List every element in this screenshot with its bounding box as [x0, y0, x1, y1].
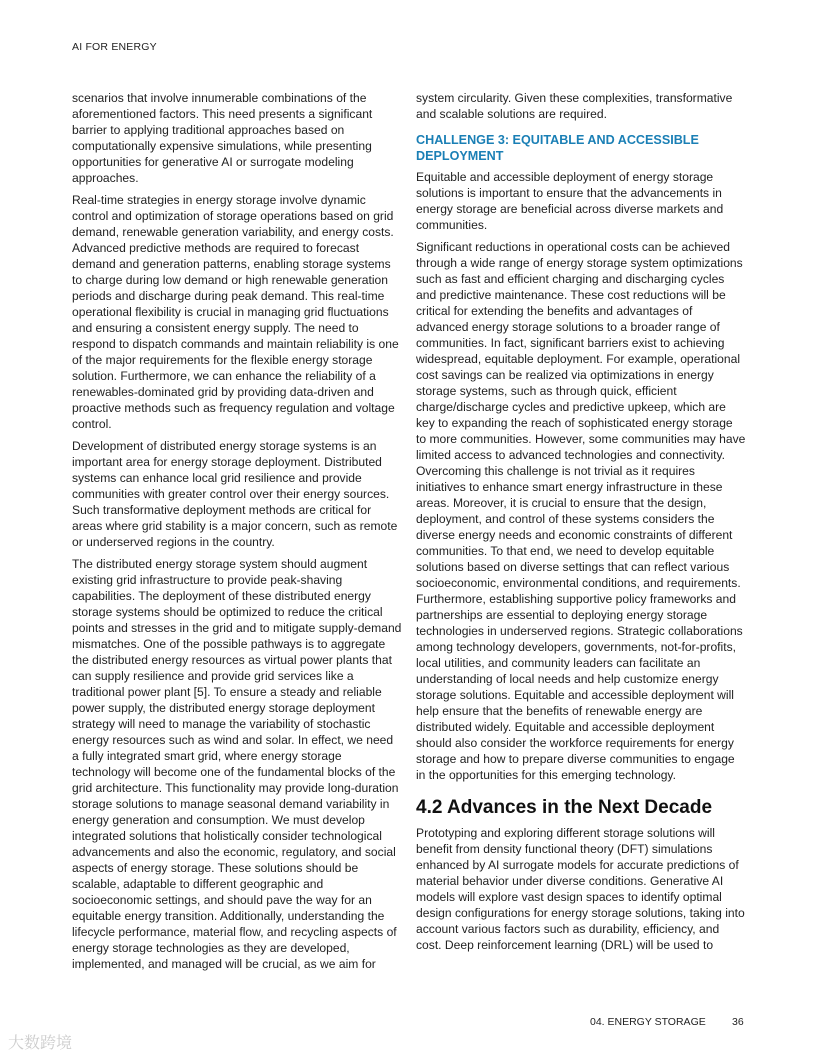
watermark-logo: 大数跨境	[8, 1035, 73, 1052]
paragraph: Equitable and accessible deployment of energy storage solutions is important to ensure that the advancements in energy storage are beneficial across diverse markets and communities.	[416, 170, 724, 232]
running-header: AI FOR ENERGY	[72, 41, 157, 53]
paragraph: The distributed energy storage system should augment existing grid infrastructure to provide peak-shaving capabilities. The deployment of these distributed energy storage systems should be optimized to reduce the critical points and stresses in the grid and to mitigate supply-demand mismatches. One of the possible pathways is to aggregate the distributed energy resources as virtual power plants that can supply resilience and provide grid services like a traditional power plant [5]. To ensure a steady and reliable power supply, the distributed energy storage deployment strategy will need to manage the variability of stochastic energy resources such as wind and solar. In effect, we need a fully integrated smart grid, where energy storage technology will become one of the fundamental blocks of the grid architecture. This functionality may provide long-duration storage solutions to manage seasonal demand variability in energy generation and consumption. We must develop integrated solutions that holistically consider technological advancements and also the economic, regulatory, and social aspects of energy storage. These solutions should be scalable, adaptable to different geographic and socioeconomic settings, and should pave the way for an equitable energy transition. Additionally, understanding the lifecycle performance, material flow, and recycling aspects of energy storage technologies as they are developed, implemented, and managed will be crucial, as we aim for	[72, 557, 402, 971]
paragraph: Real-time strategies in energy storage involve dynamic control and optimization of storage operations based on grid demand, renewable generation variability, and energy costs. Advanced predictive methods are required to forecast demand and generation patterns, enabling storage systems to charge during low demand or high renewable generation periods and discharge during peak demand. This real-time operational flexibility is crucial in managing grid fluctuations and ensuring a consistent energy supply. The need to respond to dispatch commands and maintain reliability is one of the major requirements for the flexible energy storage solution. Furthermore, we can enhance the reliability of a renewables-dominated grid by providing data-driven and proactive methods such as frequency regulation and voltage control.	[72, 193, 399, 431]
footer-section-label: 04. ENERGY STORAGE	[590, 1016, 706, 1028]
paragraph: Prototyping and exploring different storage solutions will benefit from density functional theory (DFT) simulations enhanced by AI surrogate models for accurate predictions of material behavior under diverse conditions. Generative AI models will explore vast design spaces to identify optimal design configurations for energy storage solutions, taking into account various factors such as durability, efficiency, and cost. Deep reinforcement learning (DRL) will be used to	[416, 826, 745, 952]
left-column	[72, 90, 402, 978]
paragraph: scenarios that involve innumerable combinations of the aforementioned factors. This need presents a significant barrier to applying traditional approaches based on computationally expensive simulations, while presenting opportunities for generative AI or surrogate modeling approaches.	[72, 91, 373, 185]
page-number: 36	[732, 1016, 744, 1028]
paragraph: Development of distributed energy storage systems is an important area for energy storage deployment. Distributed systems can enhance local grid resilience and provide communities with greater control over their energy sources. Such transformative deployment methods are critical for areas where grid stability is a major concern, such as remote or underserved regions in the country.	[72, 439, 398, 549]
right-column	[416, 90, 746, 959]
section-heading: 4.2 Advances in the Next Decade	[416, 797, 713, 818]
challenge-heading: CHALLENGE 3: EQUITABLE AND ACCESSIBLE DEPLOYMENT	[416, 133, 699, 163]
paragraph: Significant reductions in operational costs can be achieved through a wide range of energy storage system optimizations such as fast and efficient charging and discharging cycles and predictive maintenance. These cost reductions will be critical for extending the benefits and advantages of advanced energy storage solutions to a broader range of communities. In fact, significant barriers exist to achieving widespread, equitable deployment. For example, operational cost savings can be realized via optimizations in energy storage systems, such as through quick, efficient charge/discharge cycles and predictive upkeep, which are key to expanding the reach of sophisticated energy storage to more communities. However, some communities may have limited access to advanced technologies and connectivity. Overcoming this challenge is not trivial as it requires initiatives to enhance smart energy infrastructure in these areas. Moreover, it is crucial to ensure that the design, deployment, and control of these systems considers the diverse energy needs and economic constraints of different communities. To that end, we need to develop equitable solutions based on diverse settings that can reflect various socioeconomic, environmental conditions, and requirements. Furthermore, establishing supportive policy frameworks and partnerships are essential to deploying energy storage technologies in underserved regions. Strategic collaborations among technology developers, governments, not-for-profits, local utilities, and community leaders can facilitate an understanding of local needs and help customize energy storage solutions. Equitable and accessible deployment will help ensure that the benefits of renewable energy are distributed widely. Equitable and accessible deployment should also consider the workforce requirements for energy storage and how to prepare diverse communities to engage in the opportunities for this emerging technology.	[416, 240, 746, 782]
paragraph: system circularity. Given these complexities, transformative and scalable solutions are required.	[416, 91, 733, 121]
